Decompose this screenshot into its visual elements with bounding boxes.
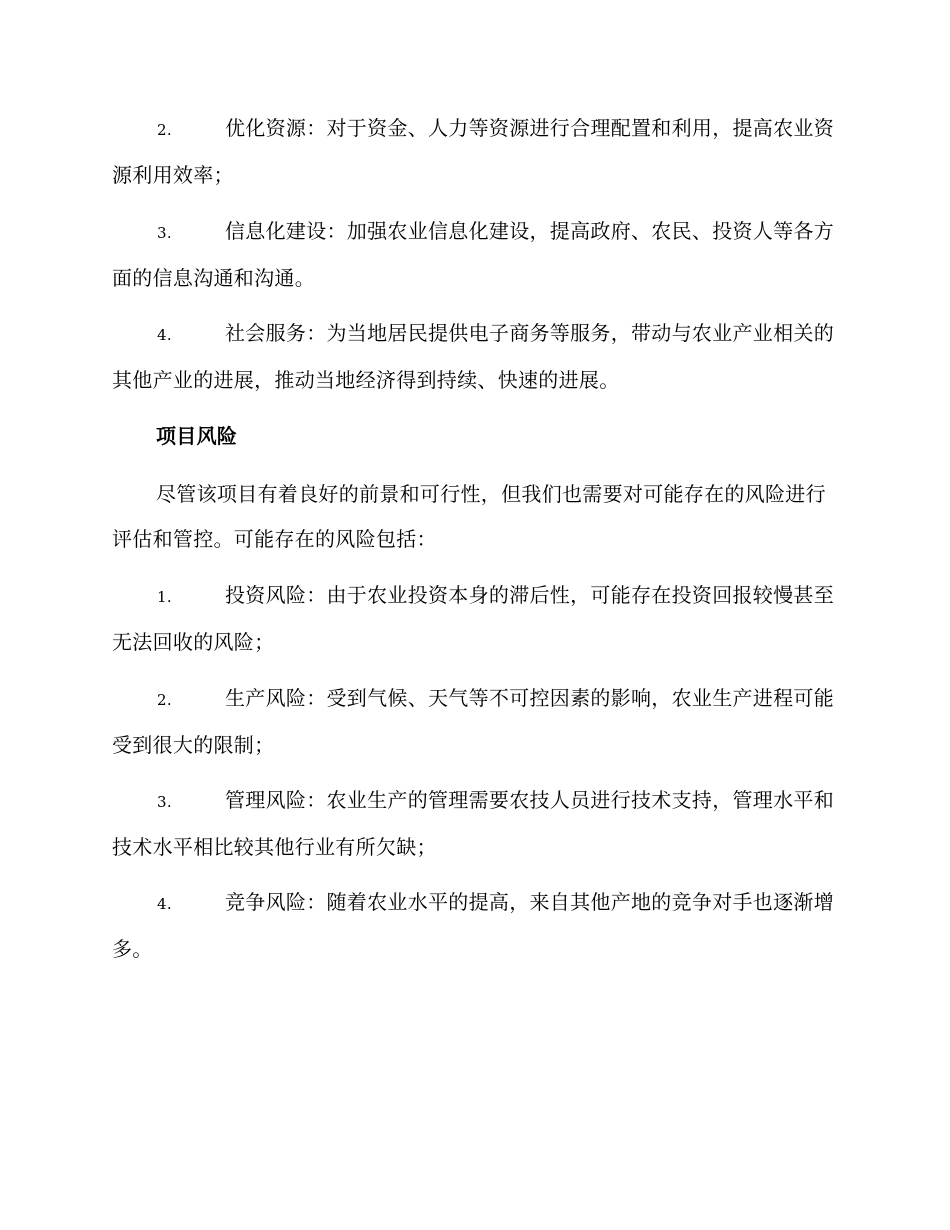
list-item [112,209,842,301]
list-number: 3. [157,224,172,242]
list-text: 竞争风险：随着农业水平的提高，来自其他产地的竞争对手也逐渐增多。 [112,890,834,961]
list-number: 2. [157,121,172,139]
list-item [112,573,842,665]
list-text: 信息化建设：加强农业信息化建设，提高政府、农民、投资人等各方面的信息沟通和沟通。 [112,219,834,290]
list-item [112,106,842,198]
list-number: 1. [157,588,172,606]
list-number: 4. [157,326,172,344]
list-number: 2. [157,691,172,709]
list-text: 优化资源：对于资金、人力等资源进行合理配置和利用，提高农业资源利用效率； [112,116,834,187]
list-text: 生产风险：受到气候、天气等不可控因素的影响，农业生产进程可能受到很大的限制； [112,686,834,757]
list-text: 投资风险：由于农业投资本身的滞后性，可能存在投资回报较慢甚至无法回收的风险； [112,583,834,654]
list-number: 4. [157,895,172,913]
list-text: 社会服务：为当地居民提供电子商务等服务，带动与农业产业相关的其他产业的进展，推动当地经济得到持续、快速的进展。 [112,321,834,392]
paragraph: 尽管该项目有着良好的前景和可行性，但我们也需要对可能存在的风险进行评估和管控。可能存在的风险包括： [112,482,826,551]
section-heading: 项目风险 [156,424,238,448]
list-item [112,778,842,870]
list-item [112,676,842,768]
list-item [112,880,842,972]
list-text: 管理风险：农业生产的管理需要农技人员进行技术支持，管理水平和技术水平相比较其他行业有所欠缺； [112,788,834,859]
list-item [112,311,842,403]
list-number: 3. [157,793,172,811]
